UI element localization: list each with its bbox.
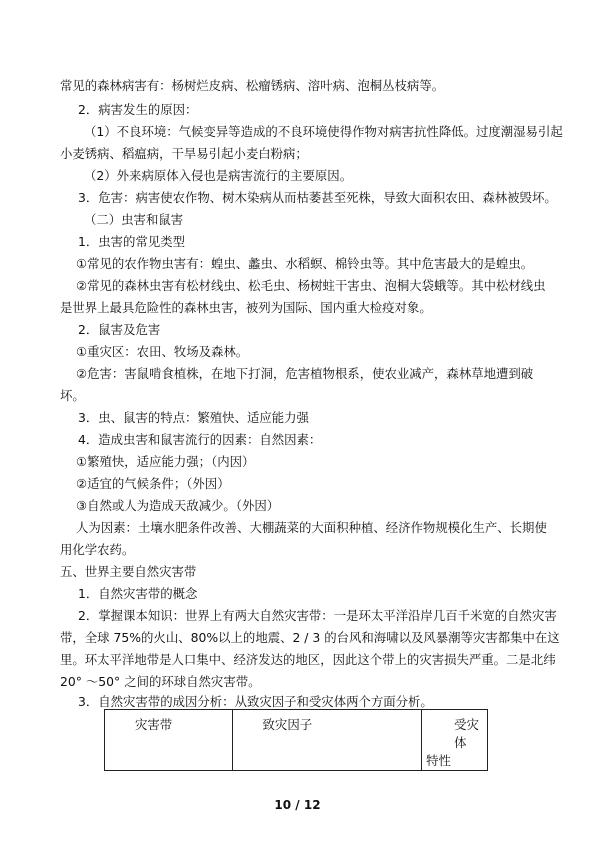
text-line: ③自然或人为造成天敌减少。（外因）: [76, 498, 280, 513]
text-line: 是世界上最具危险性的森林虫害，被列为国际、国内重大检疫对象。: [60, 300, 432, 315]
text-line: ②适宜的气候条件；（外因）: [76, 476, 230, 491]
table-header-cell: [422, 710, 488, 771]
table-header-cell: 灾害带: [105, 710, 233, 771]
text-line: 4．造成虫害和鼠害流行的因素：自然因素：: [78, 432, 322, 447]
text-line: ①重灾区：农田、牧场及森林。: [76, 344, 249, 359]
hazard-belt-table: [104, 709, 488, 771]
text-line: 坏。: [60, 388, 85, 403]
text-line: ①常见的农作物虫害有：蝗虫、蠡虫、水稻螟、棉铃虫等。其中危害最大的是蝗虫。: [76, 256, 534, 271]
table-row: [105, 710, 488, 771]
text-line: ①繁殖快，适应能力强；（内因）: [76, 454, 255, 469]
section-heading: 五、世界主要自然灾害带: [60, 564, 197, 579]
text-line: 3．自然灾害带的成因分析：从致灾因子和受灾体两个方面分析。: [78, 694, 433, 709]
text-line: ②危害：害鼠啃食植株，在地下打洞，危害植物根系，使农业减产，森林草地遭到破: [76, 366, 534, 381]
text-line: 带，全球 75%的火山、80%以上的地震、2 / 3 的台风和海啸以及风暴潮等灾害都集中在这: [60, 630, 560, 645]
text-line: 用化学农药。: [60, 542, 135, 557]
text-line: 1．自然灾害带的概念: [78, 586, 198, 601]
text-line: 里。环太平洋地带是人口集中、经济发达的地区，因此这个带上的灾害损失严重。二是北纬: [60, 652, 556, 667]
text-line: （2）外来病原体入侵也是病害流行的主要原因。: [84, 168, 353, 183]
text-line: （1）不良环境：气候变异等造成的不良环境使得作物对病害抗性降低。过度潮湿易引起: [84, 124, 563, 139]
text-line: 2．病害发生的原因：: [78, 102, 198, 117]
table-header-text: 特性: [426, 753, 451, 768]
section-heading: （二）虫害和鼠害: [84, 212, 184, 227]
text-line: 人为因素：土壤水肥条件改善、大棚蔬菜的大面积种植、经济作物规模化生产、长期使: [76, 520, 547, 535]
text-line: 2．掌握课本知识：世界上有两大自然灾害带：一是环太平洋沿岸几百千米宽的自然灾害: [78, 608, 557, 623]
text-line: 小麦锈病、稻瘟病，干旱易引起小麦白粉病；: [60, 146, 308, 161]
table-header-text: 受灾体: [454, 717, 479, 750]
text-line: 3．危害：病害使农作物、树木染病从而枯萎甚至死株，导致大面积农田、森林被毁坏。: [78, 190, 557, 205]
text-line: 常见的森林病害有：杨树烂皮病、松瘤锈病、溶叶病、泡桐丛枝病等。: [60, 78, 445, 93]
text-line: 20° ～50° 之间的环球自然灾害带。: [60, 674, 261, 689]
page-number: 10 / 12: [274, 798, 321, 812]
text-line: 1．虫害的常见类型: [78, 234, 186, 249]
text-line: 3．虫、鼠害的特点：繁殖快、适应能力强: [78, 410, 309, 425]
text-line: ②常见的森林虫害有松材线虫、松毛虫、杨树蛀干害虫、泡桐大袋蛾等。其中松材线虫: [76, 278, 546, 293]
table-header-cell: 致灾因子: [232, 710, 422, 771]
text-line: 2．鼠害及危害: [78, 322, 161, 337]
